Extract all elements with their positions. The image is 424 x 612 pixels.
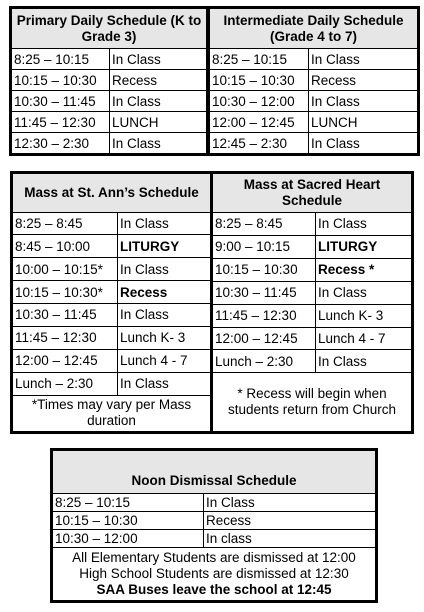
time-cell: Lunch – 2:30	[212, 350, 316, 373]
table-row	[12, 235, 212, 258]
noon-dismissal-title: Noon Dismissal Schedule	[52, 450, 377, 494]
activity-cell: In Class	[118, 304, 212, 327]
sacred-heart-schedule-title: Mass at Sacred Heart Schedule	[212, 173, 413, 213]
time-cell: 12:45 – 2:30	[209, 133, 309, 155]
time-cell: 8:25 – 10:15	[11, 49, 110, 70]
intermediate-schedule-table	[207, 6, 420, 156]
time-cell: 12:00 – 12:45	[212, 327, 316, 350]
time-cell: 8:25 – 8:45	[12, 212, 118, 235]
table-row	[212, 304, 413, 327]
st-ann-schedule-title: Mass at St. Ann’s Schedule	[12, 173, 212, 213]
high-school-dismissal-note: High School Students are dismissed at 12:30	[79, 566, 349, 581]
table-row	[12, 258, 212, 281]
st-ann-mass-schedule-table	[10, 171, 213, 434]
noon-dismissal-schedule-table	[50, 448, 378, 603]
activity-cell: In Class	[309, 49, 419, 70]
primary-schedule-table	[9, 6, 209, 156]
table-row	[209, 112, 419, 133]
table-row	[209, 91, 419, 112]
time-cell: 10:15 – 10:30*	[12, 281, 118, 304]
activity-cell: In Class	[110, 91, 208, 112]
activity-cell: In Class	[118, 212, 212, 235]
activity-cell: In Class	[316, 350, 413, 373]
table-row	[212, 350, 413, 373]
primary-schedule-title: Primary Daily Schedule (K to Grade 3)	[11, 8, 208, 49]
activity-cell: LITURGY	[118, 235, 212, 258]
table-row	[212, 327, 413, 350]
table-row	[12, 349, 212, 372]
activity-cell: Recess	[110, 70, 208, 91]
time-cell: 8:25 – 10:15	[209, 49, 309, 70]
time-cell: 11:45 – 12:30	[212, 304, 316, 327]
activity-cell: Lunch K- 3	[316, 304, 413, 327]
noon-dismissal-footer	[52, 548, 377, 602]
table-row	[212, 281, 413, 304]
activity-cell: In Class	[204, 494, 377, 512]
activity-cell: In Class	[316, 281, 413, 304]
st-ann-footnote: *Times may vary per Mass duration	[12, 395, 212, 432]
table-row	[12, 304, 212, 327]
table-row	[12, 281, 212, 304]
time-cell: 10:30 – 11:45	[11, 91, 110, 112]
time-cell: 10:15 – 10:30	[11, 70, 110, 91]
activity-cell: In Class	[118, 258, 212, 281]
table-row	[52, 494, 377, 512]
activity-cell: In class	[204, 530, 377, 548]
table-row	[11, 133, 208, 155]
time-cell: 11:45 – 12:30	[12, 326, 118, 349]
activity-cell: Lunch K- 3	[118, 326, 212, 349]
activity-cell: Recess *	[316, 258, 413, 281]
activity-cell: In Class	[309, 133, 419, 155]
time-cell: 12:00 – 12:45	[12, 349, 118, 372]
time-cell: 8:25 – 10:15	[52, 494, 204, 512]
table-row	[52, 530, 377, 548]
time-cell: 10:30 – 11:45	[12, 304, 118, 327]
table-row	[52, 512, 377, 530]
sacred-heart-footnote: * Recess will begin when students return from Church	[212, 373, 413, 433]
table-row	[11, 70, 208, 91]
activity-cell: Recess	[204, 512, 377, 530]
activity-cell: LUNCH	[110, 112, 208, 133]
table-row	[209, 49, 419, 70]
table-row	[12, 372, 212, 395]
time-cell: 10:30 – 11:45	[212, 281, 316, 304]
time-cell: 9:00 – 10:15	[212, 235, 316, 258]
time-cell: Lunch – 2:30	[12, 372, 118, 395]
time-cell: 10:15 – 10:30	[52, 512, 204, 530]
activity-cell: In Class	[110, 133, 208, 155]
table-row	[212, 235, 413, 258]
activity-cell: In Class	[316, 212, 413, 235]
table-row	[11, 91, 208, 112]
intermediate-schedule-title: Intermediate Daily Schedule (Grade 4 to 7)	[209, 8, 419, 49]
table-row	[212, 212, 413, 235]
time-cell: 11:45 – 12:30	[11, 112, 110, 133]
table-row	[11, 112, 208, 133]
bus-departure-note: SAA Buses leave the school at 12:45	[96, 582, 332, 597]
time-cell: 10:15 – 10:30	[212, 258, 316, 281]
table-row	[12, 326, 212, 349]
sacred-heart-mass-schedule-table	[210, 171, 414, 434]
time-cell: 8:25 – 8:45	[212, 212, 316, 235]
activity-cell: LUNCH	[309, 112, 419, 133]
activity-cell: In Class	[118, 372, 212, 395]
time-cell: 10:00 – 10:15*	[12, 258, 118, 281]
elementary-dismissal-note: All Elementary Students are dismissed at 12:00	[72, 550, 356, 565]
activity-cell: Lunch 4 - 7	[316, 327, 413, 350]
time-cell: 10:15 – 10:30	[209, 70, 309, 91]
activity-cell: Lunch 4 - 7	[118, 349, 212, 372]
activity-cell: In Class	[309, 91, 419, 112]
activity-cell: In Class	[110, 49, 208, 70]
activity-cell: Recess	[309, 70, 419, 91]
time-cell: 12:30 – 2:30	[11, 133, 110, 155]
table-row	[209, 70, 419, 91]
time-cell: 8:45 – 10:00	[12, 235, 118, 258]
activity-cell: Recess	[118, 281, 212, 304]
time-cell: 10:30 – 12:00	[52, 530, 204, 548]
table-row	[209, 133, 419, 155]
table-row	[12, 212, 212, 235]
time-cell: 10:30 – 12:00	[209, 91, 309, 112]
table-row	[11, 49, 208, 70]
activity-cell: LITURGY	[316, 235, 413, 258]
table-row	[212, 258, 413, 281]
time-cell: 12:00 – 12:45	[209, 112, 309, 133]
